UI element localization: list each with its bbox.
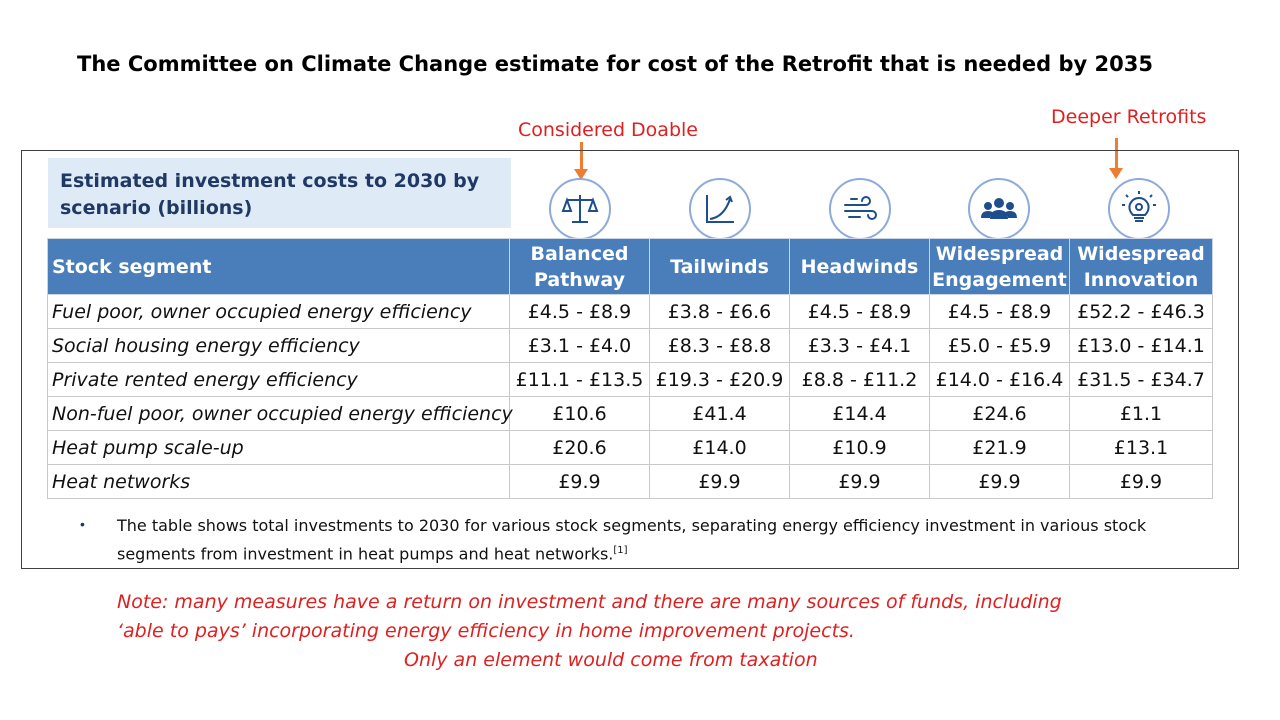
- table-row: [48, 295, 1213, 329]
- description-text: The table shows total investments to 2030 for various stock segments, separating energy efficiency investment in various stock segments from investment in heat pumps and heat networks.: [117, 516, 1147, 564]
- caption-line-2: scenario (billions): [60, 197, 253, 219]
- header-balanced-pathway: Balanced Pathway: [510, 239, 650, 295]
- people-group-icon: [968, 178, 1030, 240]
- header-widespread-innovation: Widespread Innovation: [1070, 239, 1213, 295]
- footnote-reference: [1]: [613, 545, 628, 556]
- table-cell: £4.5 - £8.9: [790, 295, 930, 329]
- header-headwinds: Headwinds: [790, 239, 930, 295]
- table-cell: £52.2 - £46.3: [1070, 295, 1213, 329]
- investment-cost-table: [47, 238, 1213, 499]
- table-caption: [48, 158, 511, 228]
- growth-curve-icon: [689, 178, 751, 240]
- table-cell: £20.6: [510, 431, 650, 465]
- header-tailwinds: Tailwinds: [650, 239, 790, 295]
- table-cell: £10.6: [510, 397, 650, 431]
- table-row: [48, 329, 1213, 363]
- table-cell: £9.9: [650, 465, 790, 499]
- note-line-1: Note: many measures have a return on investment and there are many sources of funds, including: [117, 591, 1062, 613]
- table-cell: £3.3 - £4.1: [790, 329, 930, 363]
- table-cell: £10.9: [790, 431, 930, 465]
- table-cell: £9.9: [930, 465, 1070, 499]
- bullet-marker: •: [80, 516, 85, 532]
- table-cell: £13.1: [1070, 431, 1213, 465]
- table-cell: £8.8 - £11.2: [790, 363, 930, 397]
- table-cell: £4.5 - £8.9: [510, 295, 650, 329]
- table-cell: £3.8 - £6.6: [650, 295, 790, 329]
- caption-line-1: Estimated investment costs to 2030 by: [60, 170, 480, 192]
- header-stock-segment: Stock segment: [48, 239, 510, 295]
- table-cell: £11.1 - £13.5: [510, 363, 650, 397]
- row-segment-label: Heat networks: [48, 465, 510, 499]
- table-cell: £9.9: [510, 465, 650, 499]
- slide-title: The Committee on Climate Change estimate for cost of the Retrofit that is needed by 2035: [77, 52, 1153, 76]
- balance-scale-icon: [549, 178, 611, 240]
- table-cell: £19.3 - £20.9: [650, 363, 790, 397]
- row-segment-label: Private rented energy efficiency: [48, 363, 510, 397]
- table-cell: £41.4: [650, 397, 790, 431]
- table-row: [48, 465, 1213, 499]
- table-row: [48, 397, 1213, 431]
- row-segment-label: Social housing energy efficiency: [48, 329, 510, 363]
- wind-icon: [829, 178, 891, 240]
- table-cell: £14.0 - £16.4: [930, 363, 1070, 397]
- table-cell: £14.0: [650, 431, 790, 465]
- annotation-considered-doable: Considered Doable: [518, 119, 698, 141]
- table-cell: £5.0 - £5.9: [930, 329, 1070, 363]
- table-description: [117, 513, 1197, 566]
- row-segment-label: Heat pump scale-up: [48, 431, 510, 465]
- table-cell: £21.9: [930, 431, 1070, 465]
- table-cell: £3.1 - £4.0: [510, 329, 650, 363]
- table-cell: £9.9: [790, 465, 930, 499]
- table-cell: £9.9: [1070, 465, 1213, 499]
- table-cell: £31.5 - £34.7: [1070, 363, 1213, 397]
- lightbulb-gear-icon: [1108, 178, 1170, 240]
- table-row: [48, 431, 1213, 465]
- note-line-2: ‘able to pays’ incorporating energy efficiency in home improvement projects.: [117, 620, 855, 642]
- table-row: [48, 363, 1213, 397]
- header-widespread-engagement: Widespread Engagement: [930, 239, 1070, 295]
- table-cell: £24.6: [930, 397, 1070, 431]
- row-segment-label: Fuel poor, owner occupied energy efficiency: [48, 295, 510, 329]
- table-cell: £13.0 - £14.1: [1070, 329, 1213, 363]
- table-cell: £8.3 - £8.8: [650, 329, 790, 363]
- table-cell: £1.1: [1070, 397, 1213, 431]
- table-cell: £4.5 - £8.9: [930, 295, 1070, 329]
- row-segment-label: Non-fuel poor, owner occupied energy efficiency: [48, 397, 510, 431]
- annotation-deeper-retrofits: Deeper Retrofits: [1051, 106, 1207, 128]
- table-header-row: [48, 239, 1213, 295]
- note-line-3: Only an element would come from taxation: [404, 649, 818, 671]
- table-cell: £14.4: [790, 397, 930, 431]
